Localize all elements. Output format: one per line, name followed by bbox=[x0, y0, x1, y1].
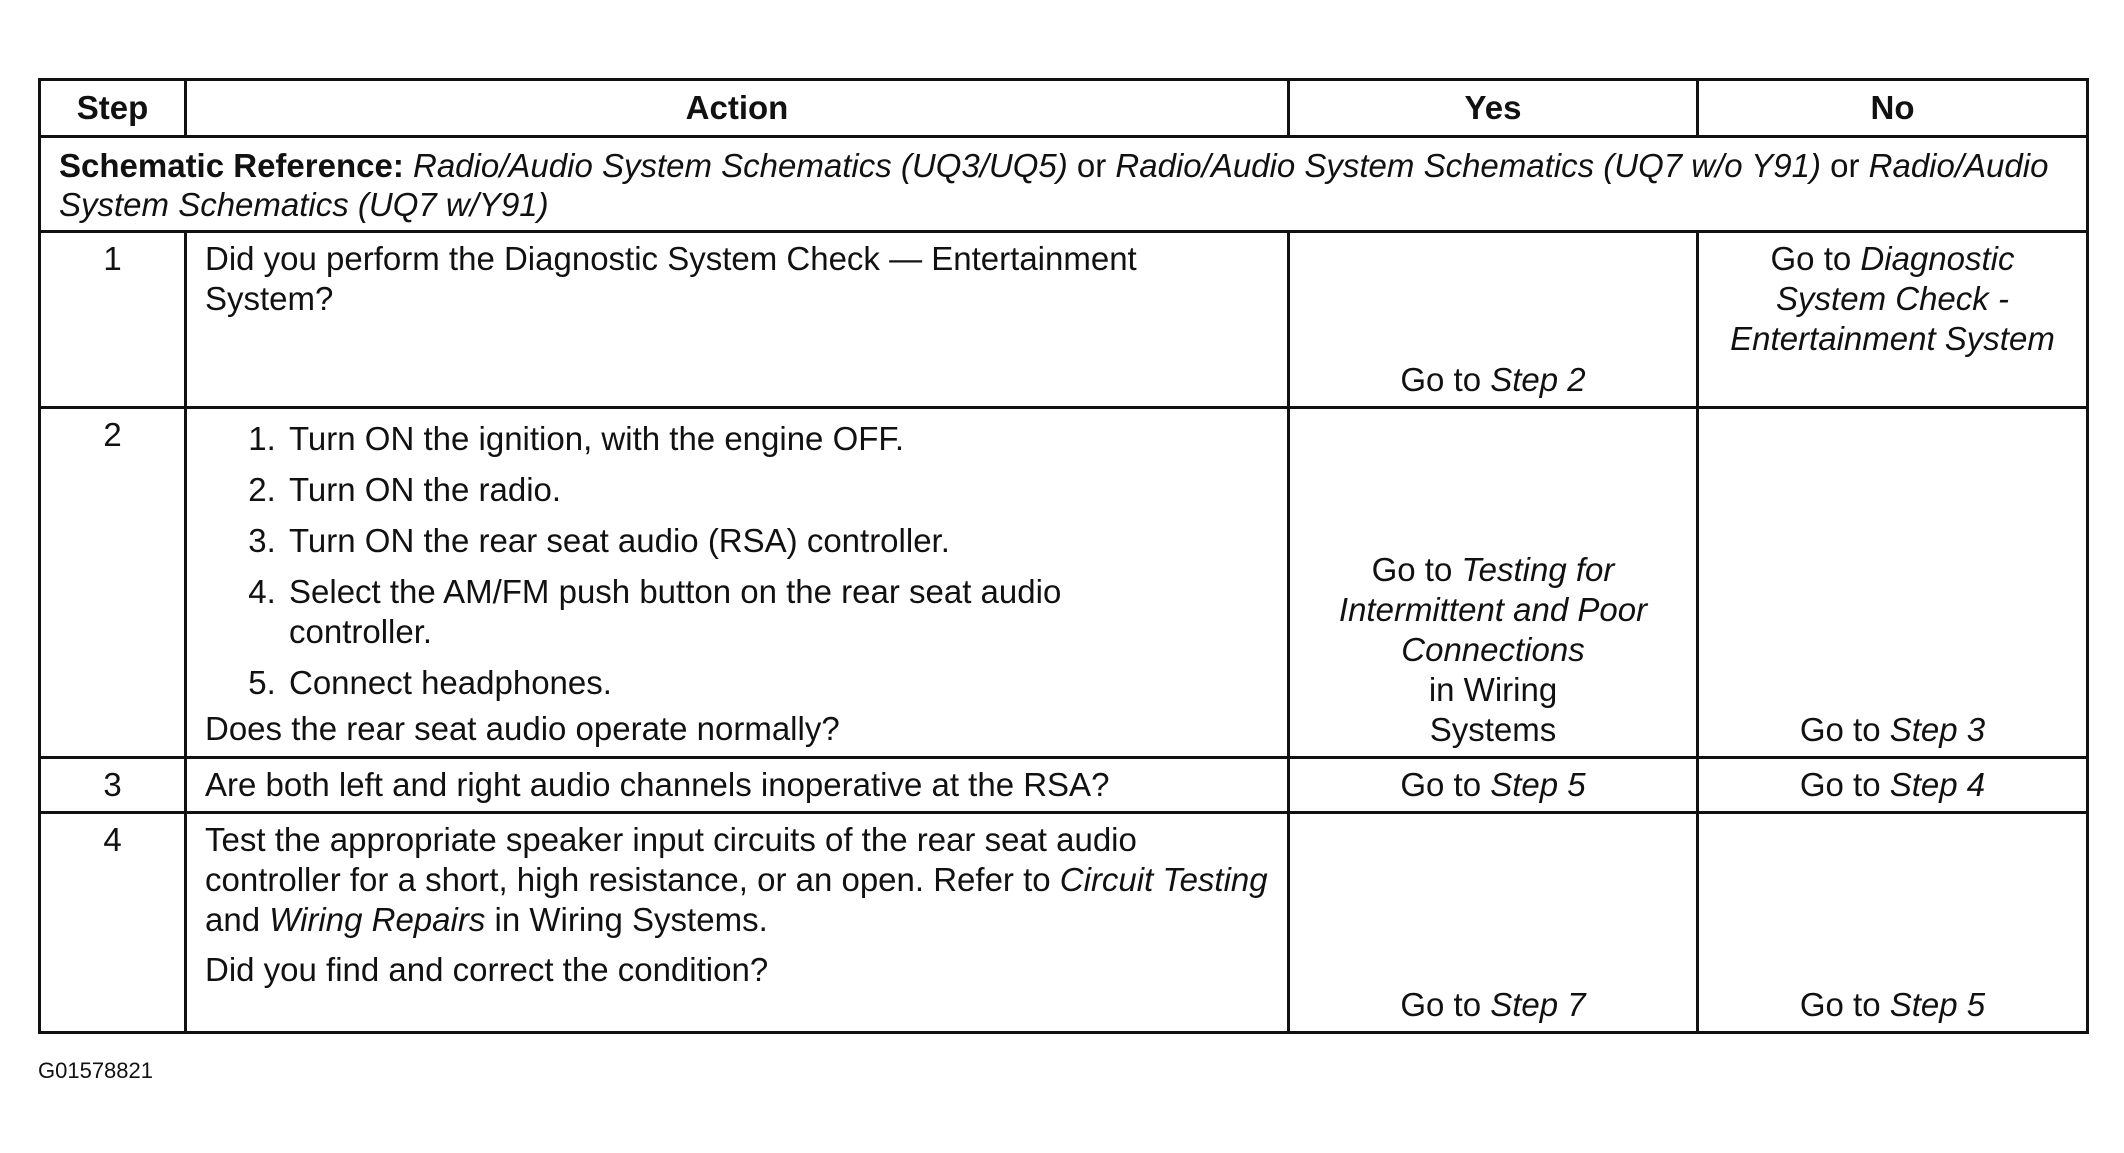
action-ref-2: Wiring Repairs bbox=[269, 901, 486, 938]
step-number: 4 bbox=[40, 813, 186, 1033]
step-number: 1 bbox=[40, 232, 186, 408]
table-row bbox=[40, 758, 2088, 813]
table-row bbox=[40, 232, 2088, 408]
procedure-list bbox=[205, 419, 1269, 703]
schematic-label: Schematic Reference: bbox=[59, 147, 404, 184]
table-row bbox=[40, 813, 2088, 1033]
schematic-row bbox=[40, 137, 2088, 232]
no-ref: Step 3 bbox=[1889, 711, 1986, 748]
yes-prefix: Go to bbox=[1400, 361, 1482, 398]
no-ref: Diagnostic System Check - Entertainment System bbox=[1730, 240, 2055, 357]
header-action: Action bbox=[186, 80, 1289, 137]
list-item: 3. Turn ON the rear seat audio (RSA) controller. bbox=[285, 521, 1269, 561]
schematic-ref-1: Radio/Audio System Schematics (UQ3/UQ5) bbox=[413, 147, 1068, 184]
figure-id: G01578821 bbox=[38, 1058, 153, 1083]
action-ref-1: Circuit Testing bbox=[1059, 861, 1268, 898]
yes-ref: Step 7 bbox=[1490, 986, 1586, 1023]
table-row bbox=[40, 408, 2088, 758]
yes-ref: Step 5 bbox=[1490, 766, 1586, 803]
list-item: 4. Select the AM/FM push button on the rear seat audio controller. bbox=[285, 572, 1269, 652]
action-and: and bbox=[205, 901, 261, 938]
action-cell: Did you perform the Diagnostic System Check — Entertainment System? bbox=[186, 232, 1289, 408]
yes-prefix: Go to bbox=[1400, 986, 1482, 1023]
yes-cell bbox=[1289, 758, 1698, 813]
no-cell bbox=[1698, 758, 2088, 813]
header-no: No bbox=[1698, 80, 2088, 137]
list-item: 2. Turn ON the radio. bbox=[285, 470, 1269, 510]
yes-cell bbox=[1289, 232, 1698, 408]
yes-cell bbox=[1289, 813, 1698, 1033]
step-number: 3 bbox=[40, 758, 186, 813]
step-number: 2 bbox=[40, 408, 186, 758]
list-item: 1. Turn ON the ignition, with the engine OFF. bbox=[285, 419, 1269, 459]
yes-ref: Step 2 bbox=[1490, 361, 1586, 398]
no-prefix: Go to bbox=[1770, 240, 1852, 277]
schematic-reference bbox=[40, 137, 2088, 232]
header-row bbox=[40, 80, 2088, 137]
schematic-ref-3: Radio/Audio System Schematics (UQ7 w/Y91) bbox=[59, 147, 2049, 223]
action-text-2: in Wiring Systems. bbox=[494, 901, 768, 938]
no-prefix: Go to bbox=[1799, 711, 1881, 748]
no-prefix: Go to bbox=[1799, 986, 1881, 1023]
no-cell bbox=[1698, 813, 2088, 1033]
action-question: Did you find and correct the condition? bbox=[205, 951, 769, 988]
yes-suffix: in Wiring Systems bbox=[1428, 671, 1558, 748]
yes-ref: Testing for Intermittent and Poor Connections bbox=[1338, 551, 1648, 668]
yes-prefix: Go to bbox=[1400, 766, 1482, 803]
no-ref: Step 4 bbox=[1889, 766, 1986, 803]
header-step: Step bbox=[40, 80, 186, 137]
yes-prefix: Go to bbox=[1371, 551, 1453, 588]
header-yes: Yes bbox=[1289, 80, 1698, 137]
no-cell bbox=[1698, 232, 2088, 408]
no-cell bbox=[1698, 408, 2088, 758]
action-cell bbox=[186, 408, 1289, 758]
list-item: 5. Connect headphones. bbox=[285, 663, 1269, 703]
action-cell: Are both left and right audio channels inoperative at the RSA? bbox=[186, 758, 1289, 813]
action-question: Does the rear seat audio operate normally? bbox=[205, 710, 840, 747]
action-text: Test the appropriate speaker input circuits of the rear seat audio controller for a short, high resistance, or an open. Refer to bbox=[205, 821, 1137, 898]
schematic-or-2: or bbox=[1830, 147, 1860, 184]
yes-cell bbox=[1289, 408, 1698, 758]
schematic-or-1: or bbox=[1076, 147, 1107, 184]
action-cell bbox=[186, 813, 1289, 1033]
diagnostic-table bbox=[38, 78, 2089, 1034]
schematic-ref-2: Radio/Audio System Schematics (UQ7 w/o Y91) bbox=[1115, 147, 1821, 184]
no-ref: Step 5 bbox=[1889, 986, 1986, 1023]
no-prefix: Go to bbox=[1799, 766, 1881, 803]
